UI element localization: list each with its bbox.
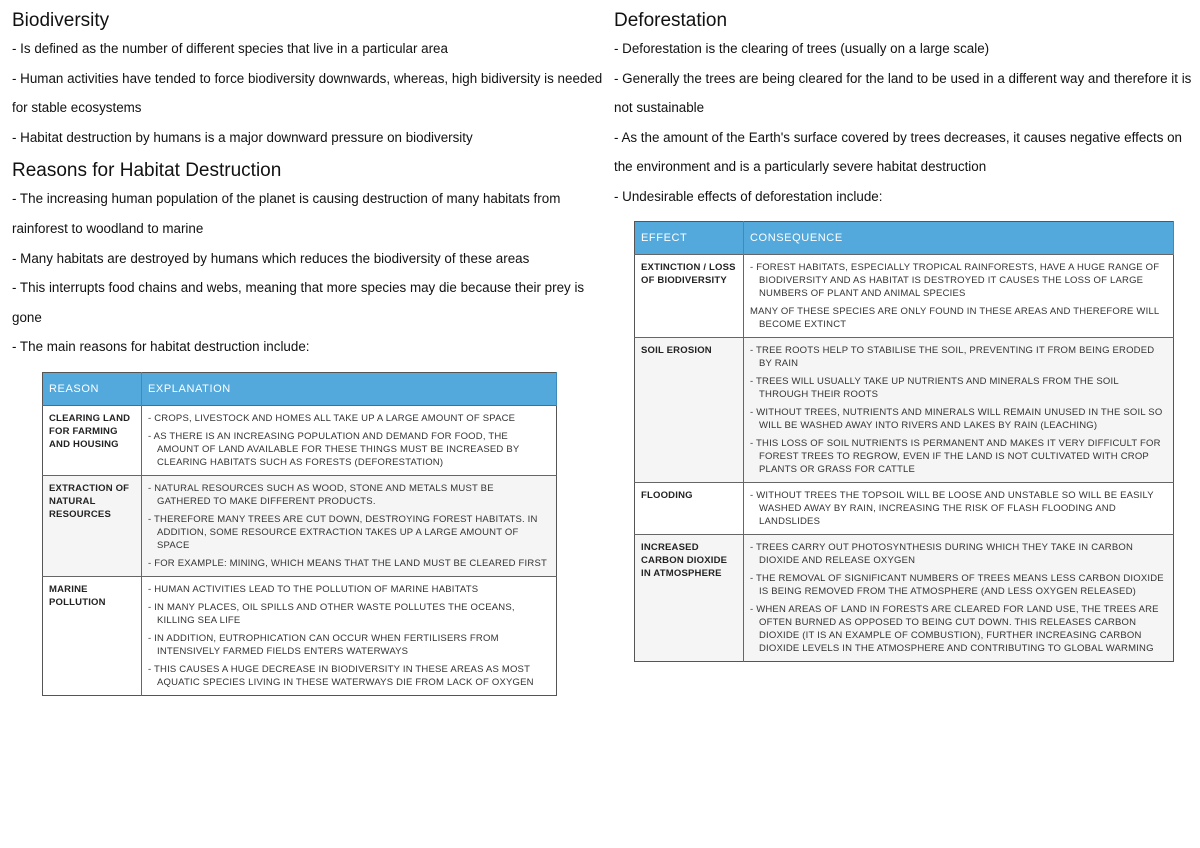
right-column — [614, 8, 1192, 654]
table-header-row — [43, 373, 557, 406]
table-row — [43, 476, 557, 577]
deforestation-point: - Undesirable effects of deforestation include: — [614, 188, 883, 204]
consequence-point: - WITHOUT TREES, NUTRIENTS AND MINERALS WILL REMAIN UNUSED IN THE SOIL SO WILL BE WASHED AWAY INTO RIVERS AND LAKES BY RAIN (LEACHING) — [750, 407, 1163, 431]
deforestation-point: - Deforestation is the clearing of trees (usually on a large scale) — [614, 41, 990, 56]
effect-cell: FLOODING — [635, 483, 744, 535]
table-row — [635, 255, 1174, 338]
explanation-point: - AS THERE IS AN INCREASING POPULATION AND DEMAND FOR FOOD, THE AMOUNT OF LAND AVAILABLE FOR THESE THINGS MUST BE INCREASED BY CLEARING HABITATS SUCH AS FORESTS (DEFORESTATION) — [148, 431, 520, 468]
explanation-point: - NATURAL RESOURCES SUCH AS WOOD, STONE AND METALS MUST BE GATHERED TO MAKE DIFFERENT PRODUCTS. — [148, 483, 494, 507]
habitat-point: - Many habitats are destroyed by humans which reduces the biodiversity of these areas — [12, 250, 530, 266]
habitat-point: - The main reasons for habitat destruction include: — [12, 339, 310, 355]
explanation-point: - IN MANY PLACES, OIL SPILLS AND OTHER WASTE POLLUTES THE OCEANS, KILLING SEA LIFE — [148, 602, 515, 626]
explanation-point: - CROPS, LIVESTOCK AND HOMES ALL TAKE UP A LARGE AMOUNT OF SPACE — [148, 413, 516, 424]
table-header-row — [635, 222, 1174, 255]
biodiversity-heading: Biodiversity — [12, 10, 110, 31]
explanation-point: - FOR EXAMPLE: MINING, WHICH MEANS THAT THE LAND MUST BE CLEARED FIRST — [148, 558, 547, 569]
consequence-point: - FOREST HABITATS, ESPECIALLY TROPICAL RAINFORESTS, HAVE A HUGE RANGE OF BIODIVERSITY AND AS HABITAT IS DESTROYED IT CAUSES THE LOSS OF LARGE NUMBERS OF PLANT AND ANIMAL SPECIES — [750, 262, 1160, 299]
deforestation-point: - As the amount of the Earth's surface covered by trees decreases, it causes negative effects on the environment and is a particularly severe habitat destruction — [614, 129, 1183, 175]
consequence-point: - TREES WILL USUALLY TAKE UP NUTRIENTS AND MINERALS FROM THE SOIL THROUGH THEIR ROOTS — [750, 376, 1119, 400]
consequence-cell — [744, 535, 1174, 662]
effect-cell: EXTINCTION / LOSS OF BIODIVERSITY — [635, 255, 744, 338]
consequence-cell — [744, 483, 1174, 535]
effect-cell: INCREASED CARBON DIOXIDE IN ATMOSPHERE — [635, 535, 744, 662]
explanation-point: - THEREFORE MANY TREES ARE CUT DOWN, DESTROYING FOREST HABITATS. IN ADDITION, SOME RESOURCE EXTRACTION TAKES UP A LARGE AMOUNT OF SPACE — [148, 514, 538, 551]
consequence-point: - WHEN AREAS OF LAND IN FORESTS ARE CLEARED FOR LAND USE, THE TREES ARE OFTEN BURNED AS OPPOSED TO BEING CUT DOWN. THIS RELEASES CARBON DIOXIDE (IT IS AN EXAMPLE OF COMBUSTION), FURTHER INCREASING CARBON DIOXIDE LEVELS IN THE ATMOSPHERE AND CONTRIBUTING TO GLOBAL WARMING — [750, 604, 1159, 654]
consequence-point: MANY OF THESE SPECIES ARE ONLY FOUND IN THESE AREAS AND THEREFORE WILL BECOME EXTINCT — [750, 306, 1160, 330]
biodiversity-point: - Human activities have tended to force biodiversity downwards, whereas, high bidiversity is needed for stable ecosystems — [12, 70, 603, 116]
effect-cell: SOIL EROSION — [635, 338, 744, 483]
column-header-effect: EFFECT — [635, 222, 744, 255]
consequence-point: - TREE ROOTS HELP TO STABILISE THE SOIL, PREVENTING IT FROM BEING ERODED BY RAIN — [750, 345, 1155, 369]
habitat-point: - This interrupts food chains and webs, meaning that more species may die because their prey is gone — [12, 280, 585, 325]
habitat-point: - The increasing human population of the planet is causing destruction of many habitats from rainforest to woodland to marine — [12, 191, 561, 236]
explanation-point: - THIS CAUSES A HUGE DECREASE IN BIODIVERSITY IN THESE AREAS AS MOST AQUATIC SPECIES LIVING IN THESE WATERWAYS DIE FROM LACK OF OXYGEN — [148, 664, 534, 688]
deforestation-point: - Generally the trees are being cleared for the land to be used in a different way and therefore it is not sustainable — [614, 70, 1192, 116]
explanation-cell — [142, 476, 557, 577]
consequence-cell — [744, 338, 1174, 483]
left-column — [12, 8, 608, 362]
habitat-reasons-table — [42, 372, 557, 696]
consequence-point: - THIS LOSS OF SOIL NUTRIENTS IS PERMANENT AND MAKES IT VERY DIFFICULT FOR FOREST TREES TO REGROW, EVEN IF THE LAND IS NOT CULTIVATED WITH CROP PLANTS OR GRASS FOR CATTLE — [750, 438, 1161, 475]
explanation-cell — [142, 406, 557, 476]
reason-cell: EXTRACTION OF NATURAL RESOURCES — [43, 476, 142, 577]
biodiversity-point: - Is defined as the number of different species that live in a particular area — [12, 41, 448, 56]
deforestation-heading: Deforestation — [614, 10, 728, 31]
deforestation-effects-table — [634, 221, 1174, 662]
column-header-consequence: CONSEQUENCE — [744, 222, 1174, 255]
table-row — [635, 535, 1174, 662]
reason-cell: MARINE POLLUTION — [43, 577, 142, 696]
consequence-point: - THE REMOVAL OF SIGNIFICANT NUMBERS OF TREES MEANS LESS CARBON DIOXIDE IS BEING REMOVED FROM THE ATMOSPHERE (AND LESS OXYGEN RELEASED) — [750, 573, 1164, 597]
biodiversity-point: - Habitat destruction by humans is a major downward pressure on biodiversity — [12, 129, 473, 145]
column-header-explanation: EXPLANATION — [142, 373, 557, 406]
column-header-reason: REASON — [43, 373, 142, 406]
consequence-cell — [744, 255, 1174, 338]
explanation-point: - HUMAN ACTIVITIES LEAD TO THE POLLUTION OF MARINE HABITATS — [148, 584, 479, 595]
consequence-point: - TREES CARRY OUT PHOTOSYNTHESIS DURING WHICH THEY TAKE IN CARBON DIOXIDE AND RELEASE OXYGEN — [750, 542, 1134, 566]
table-row — [43, 577, 557, 696]
table-row — [635, 338, 1174, 483]
consequence-point: - WITHOUT TREES THE TOPSOIL WILL BE LOOSE AND UNSTABLE SO WILL BE EASILY WASHED AWAY BY RAIN, INCREASING THE RISK OF FLASH FLOODING AND LANDSLIDES — [750, 490, 1154, 527]
explanation-cell — [142, 577, 557, 696]
reason-cell: CLEARING LAND FOR FARMING AND HOUSING — [43, 406, 142, 476]
explanation-point: - IN ADDITION, EUTROPHICATION CAN OCCUR WHEN FERTILISERS FROM INTENSIVELY FARMED FIELDS ENTERS WATERWAYS — [148, 633, 499, 657]
table-row — [635, 483, 1174, 535]
habitat-heading: Reasons for Habitat Destruction — [12, 160, 282, 182]
table-row — [43, 406, 557, 476]
